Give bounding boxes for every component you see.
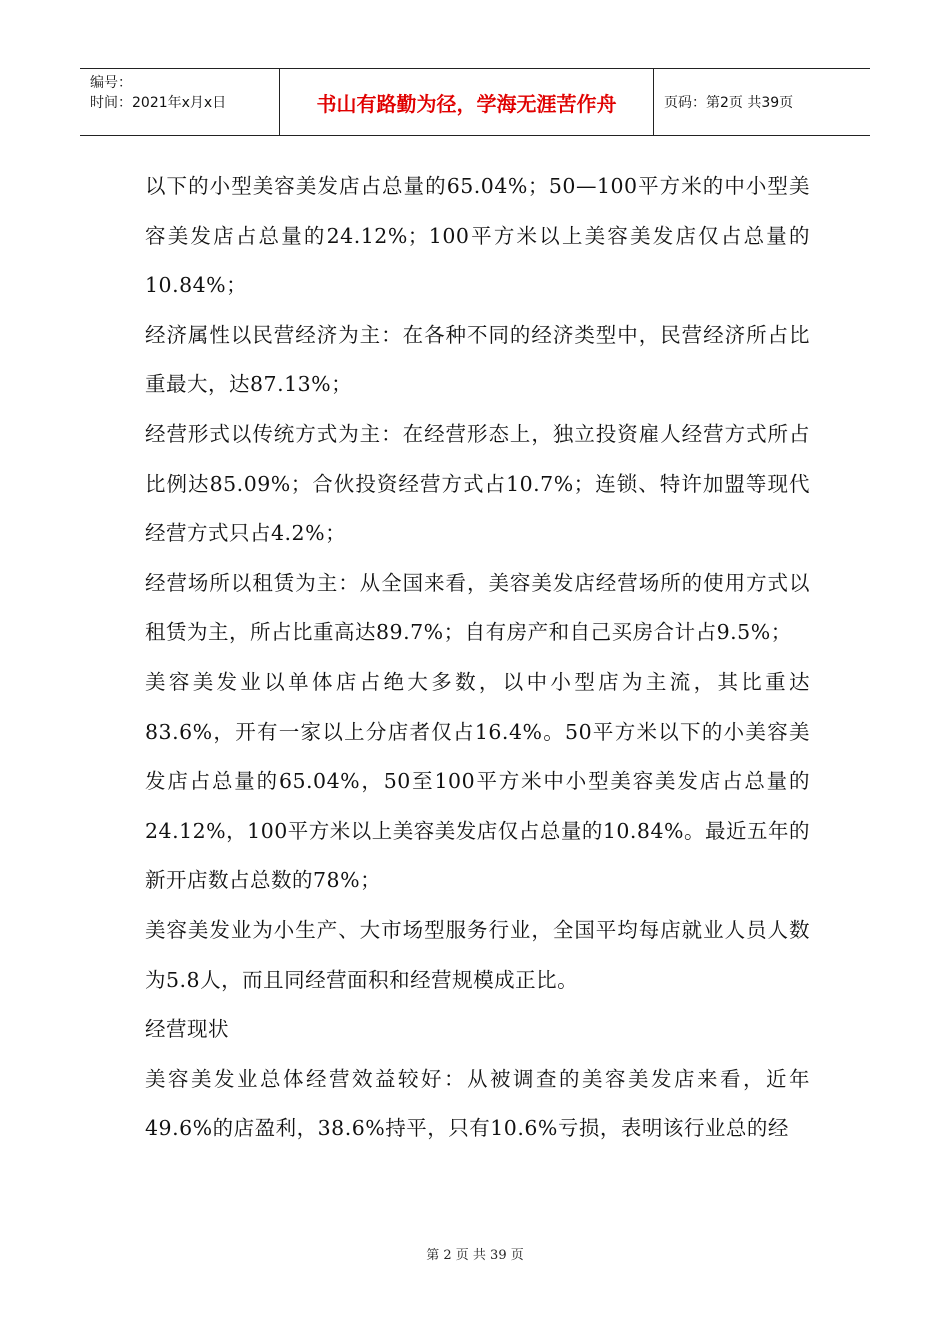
paragraph: 经济属性以民营经济为主：在各种不同的经济类型中，民营经济所占比重最大，达87.13%； [145,322,810,397]
header-motto: 书山有路勤为径，学海无涯苦作舟 [280,69,654,135]
paragraph: 美容美发业总体经营效益较好：从被调查的美容美发店来看，近年49.6%的店盈利，38.6%持平，只有10.6%亏损，表明该行业总的经 [145,1066,810,1141]
document-body [145,162,810,1154]
paragraph: 美容美发业为小生产、大市场型服务行业，全国平均每店就业人员人数为5.8人，而且同经营面积和经营规模成正比。 [145,917,810,992]
page-header [80,68,870,136]
paragraph: 以下的小型美容美发店占总量的65.04%；50—100平方米的中小型美容美发店占总量的24.12%；100平方米以上美容美发店仅占总量的10.84%； [145,174,810,298]
document-date: 时间：2021年x月x日 [90,95,227,111]
document-number-label: 编号： [90,75,132,91]
paragraph: 经营场所以租赁为主：从全国来看，美容美发店经营场所的使用方式以租赁为主，所占比重高达89.7%；自有房产和自己买房合计占9.5%； [145,570,810,645]
page-footer: 第 2 页 共 39 页 [426,1248,524,1263]
header-page-info: 页码：第2页 共39页 [664,95,794,111]
header-meta [80,69,280,135]
paragraph: 美容美发业以单体店占绝大多数，以中小型店为主流，其比重达83.6%，开有一家以上分店者仅占16.4%。50平方米以下的小美容美发店占总量的65.04%，50至100平方米中小型美容美发店占总量的24.12%，100平方米以上美容美发店仅占总量的10.84%。最近五年的新开店数占总数的78%； [145,669,810,893]
section-heading: 经营现状 [145,1017,229,1042]
paragraph: 经营形式以传统方式为主：在经营形态上，独立投资雇人经营方式所占比例达85.09%；合伙投资经营方式占10.7%；连锁、特许加盟等现代经营方式只占4.2%； [145,421,810,546]
